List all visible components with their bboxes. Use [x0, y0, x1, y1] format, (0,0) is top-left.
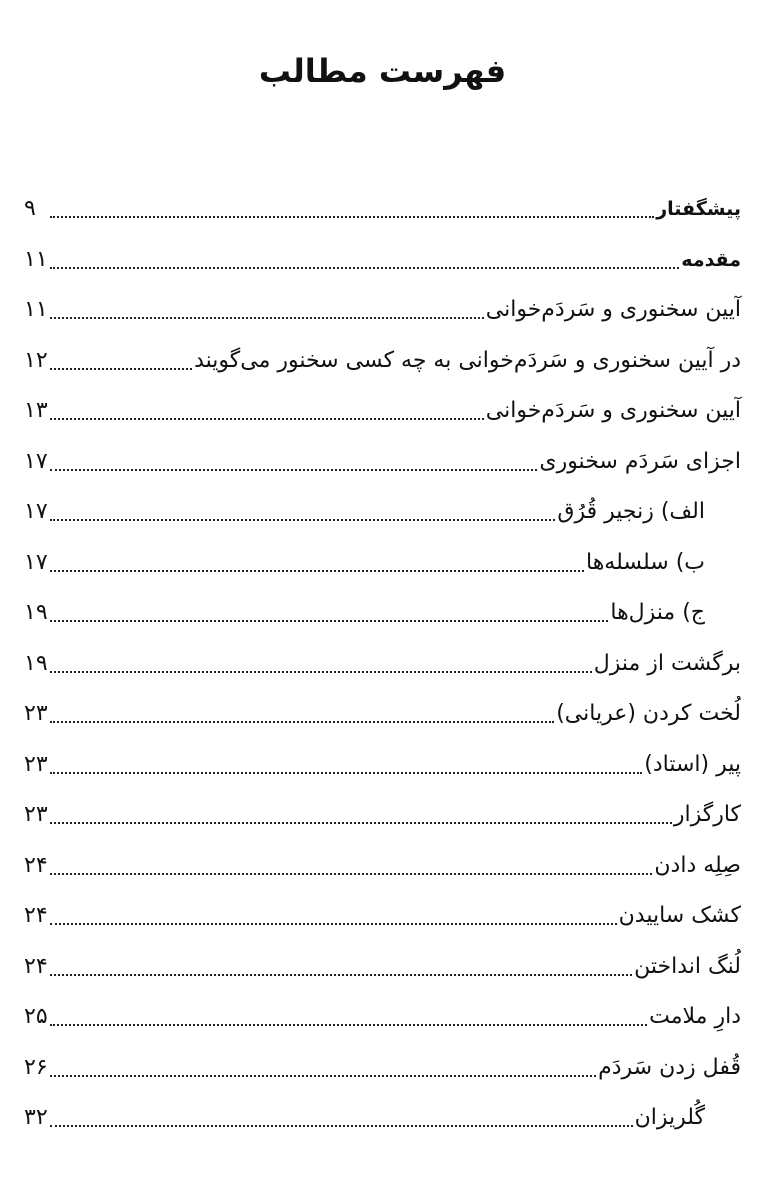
- toc-entry: [0, 942, 765, 993]
- dot-leader: [50, 245, 679, 275]
- toc-page-number: ۲۳: [24, 802, 48, 828]
- toc-entry-title: پیشگفتار: [656, 198, 741, 221]
- toc-entry: [0, 1043, 765, 1094]
- toc-entry: [0, 285, 765, 336]
- dot-leader: [50, 750, 642, 780]
- toc-entry: [0, 790, 765, 841]
- toc-entry-title: دارِ ملامت: [649, 1004, 741, 1030]
- table-of-contents: [0, 184, 765, 1144]
- toc-entry-title: گُلریزان: [634, 1105, 705, 1131]
- dot-leader: [50, 598, 608, 628]
- toc-page-number: ۲۶: [24, 1054, 48, 1080]
- toc-entry-title: قُفل زدن سَردَم: [598, 1054, 741, 1080]
- toc-page-number: ۲۴: [24, 903, 48, 929]
- toc-page-number: ۱۳: [24, 398, 48, 424]
- dot-leader: [50, 497, 555, 527]
- toc-page-number: ۹: [24, 196, 36, 222]
- toc-entry-title: لُخت کردن (عریانی): [556, 701, 741, 727]
- toc-entry-title: ج) منزل‌ها: [610, 600, 705, 626]
- dot-leader: [50, 447, 537, 477]
- dot-leader: [50, 1103, 633, 1133]
- toc-entry: [0, 639, 765, 690]
- toc-entry: [0, 184, 765, 235]
- toc-page-number: ۱۹: [24, 600, 48, 626]
- toc-page-number: ۱۹: [24, 650, 48, 676]
- toc-entry: [0, 891, 765, 942]
- dot-leader: [50, 851, 652, 881]
- toc-page-number: ۲۵: [24, 1004, 48, 1030]
- dot-leader: [50, 1002, 647, 1032]
- toc-page-number: ۱۷: [24, 549, 48, 575]
- toc-entry-title: کارگزار: [673, 802, 741, 828]
- toc-entry: [0, 841, 765, 892]
- toc-entry: [0, 588, 765, 639]
- toc-entry-title: پیر (استاد): [644, 751, 741, 777]
- toc-page-number: ۱۱: [24, 297, 48, 323]
- toc-entry-title: مقدمه: [681, 248, 741, 271]
- dot-leader: [50, 1053, 596, 1083]
- toc-entry-title: صِلِه دادن: [654, 852, 741, 878]
- dot-leader: [50, 699, 554, 729]
- toc-page-number: ۱۱: [24, 246, 48, 272]
- toc-entry-title: برگشت از منزل: [593, 650, 741, 676]
- toc-entry-title: ب) سلسله‌ها: [585, 549, 705, 575]
- toc-page-number: ۱۲: [24, 347, 48, 373]
- dot-leader: [50, 396, 484, 426]
- toc-entry: [0, 740, 765, 791]
- dot-leader: [50, 194, 654, 224]
- toc-entry-title: کشک ساییدن: [618, 903, 741, 929]
- toc-entry: [0, 336, 765, 387]
- toc-entry: [0, 689, 765, 740]
- dot-leader: [50, 800, 672, 830]
- dot-leader: [50, 295, 484, 325]
- toc-entry: [0, 386, 765, 437]
- toc-page-number: ۱۷: [24, 499, 48, 525]
- dot-leader: [50, 952, 632, 982]
- toc-page-number: ۳۲: [24, 1105, 48, 1131]
- toc-entry: [0, 235, 765, 286]
- toc-entry-title: لُنگ انداختن: [634, 953, 741, 979]
- toc-entry-title: اجزای سَردَم سخنوری: [539, 448, 741, 474]
- toc-entry: [0, 538, 765, 589]
- toc-page-number: ۱۷: [24, 448, 48, 474]
- toc-entry: [0, 1093, 765, 1144]
- toc-entry-title: در آیین سخنوری و سَردَم‌خوانی به چه کسی سخنور می‌گویند: [194, 347, 741, 373]
- toc-page-number: ۲۴: [24, 953, 48, 979]
- toc-entry-title: آیین سخنوری و سَردَم‌خوانی: [485, 398, 741, 424]
- toc-entry-title: الف) زنجیر قُرُق: [557, 499, 705, 525]
- toc-entry-title: آیین سخنوری و سَردَم‌خوانی: [485, 297, 741, 323]
- page-title: فهرست مطالب: [258, 52, 507, 91]
- toc-entry: [0, 437, 765, 488]
- toc-entry: [0, 992, 765, 1043]
- toc-page-number: ۲۴: [24, 852, 48, 878]
- dot-leader: [50, 346, 192, 376]
- dot-leader: [50, 548, 584, 578]
- toc-entry: [0, 487, 765, 538]
- dot-leader: [50, 649, 592, 679]
- toc-page-number: ۲۳: [24, 701, 48, 727]
- dot-leader: [50, 901, 617, 931]
- toc-page-number: ۲۳: [24, 751, 48, 777]
